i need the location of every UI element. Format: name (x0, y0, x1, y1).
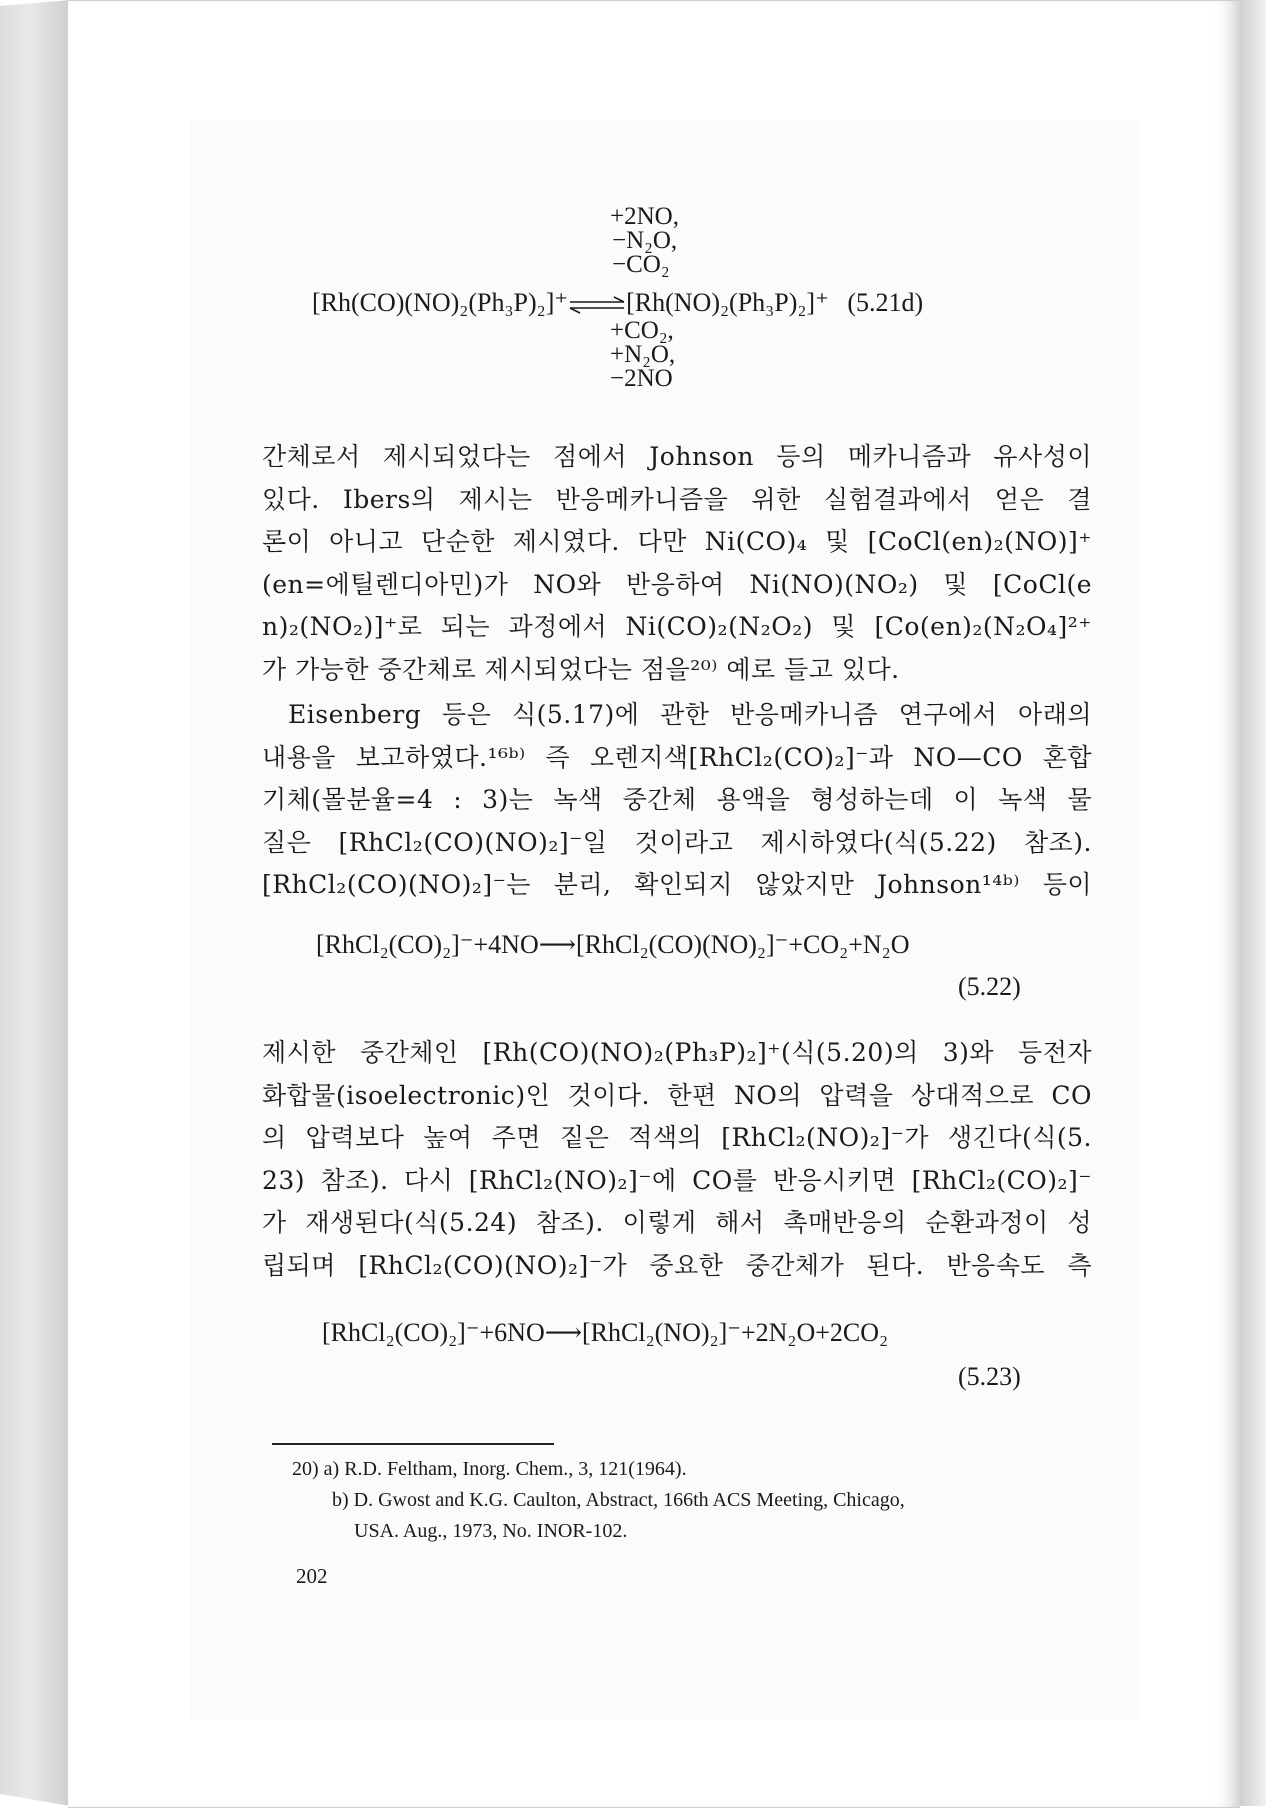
footnote-rule (272, 1443, 554, 1445)
page-number: 202 (296, 1564, 328, 1588)
scheme-above-line: +2NO, (610, 203, 679, 230)
text-line: [RhCl₂(CO)(NO)₂]⁻는 분리, 확인되지 않았지만 Johnson¹⁴ᵇ⁾ 등이 (262, 870, 1092, 899)
paragraph (262, 436, 1092, 691)
equation-number: (5.22) (958, 972, 1021, 1001)
text-line: 가 가능한 중간체로 제시되었다는 점을²⁰⁾ 예로 들고 있다. (262, 654, 900, 684)
text-line: 의 압력보다 높여 주면 짙은 적색의 [RhCl₂(NO)₂]⁻가 생긴다(식(5. (262, 1123, 1092, 1152)
text-line: 질은 [RhCl₂(CO)(NO)₂]⁻일 것이라고 제시하였다(식(5.22) 참조). (262, 827, 1092, 857)
footnote: USA. Aug., 1973, No. INOR-102. (354, 1520, 628, 1542)
equilibrium-arrow-icon (568, 295, 626, 315)
footnote: 20) a) R.D. Feltham, Inorg. Chem., 3, 121(1964). (292, 1458, 687, 1480)
reaction-scheme (250, 204, 1150, 404)
text-line: 화합물(isoelectronic)인 것이다. 한편 NO의 압력을 상대적으로 CO (262, 1080, 1092, 1110)
paragraph (262, 694, 1092, 907)
scheme-reactant: [Rh(CO)(NO)₂(Ph₃P)₂]⁺ (312, 288, 569, 317)
text-line: 가 재생된다(식(5.24) 참조). 이렇게 해서 촉매반응의 순환과정이 성 (262, 1208, 1092, 1237)
text-line: n)₂(NO₂)]⁺로 되는 과정에서 Ni(CO)₂(N₂O₂) 및 [Co(en)₂(N₂O₄]²⁺ (262, 612, 1092, 641)
scheme-above-line: −CO₂ (612, 251, 670, 278)
scheme-below-arrow (610, 318, 810, 390)
scheme-main-line (312, 290, 1212, 315)
text-line: (en=에틸렌디아민)가 NO와 반응하여 Ni(NO)(NO₂) 및 [CoCl(e (262, 569, 1092, 599)
text-line: 론이 아니고 단순한 제시였다. 다만 Ni(CO)₄ 및 [CoCl(en)₂(NO)]⁺ (262, 527, 1092, 556)
text-line: 기체(몰분율=4 : 3)는 녹색 중간체 용액을 형성하는데 이 녹색 물 (262, 785, 1092, 814)
text-line: 내용을 보고하였다.¹⁶ᵇ⁾ 즉 오렌지색[RhCl₂(CO)₂]⁻과 NO—CO 혼합 (262, 742, 1092, 772)
scheme-number: (5.21d) (847, 288, 924, 317)
text-line: 있다. Ibers의 제시는 반응메카니즘을 위한 실험결과에서 얻은 결 (262, 484, 1092, 514)
scheme-below-line: +N₂O, (610, 341, 676, 368)
text-line: 23) 참조). 다시 [RhCl₂(NO)₂]⁻에 CO를 반응시키면 [RhCl₂(CO)₂]⁻ (262, 1165, 1092, 1195)
scheme-above-line: −N₂O, (612, 227, 678, 254)
equation-number: (5.23) (958, 1362, 1021, 1391)
scheme-below-line: +CO₂, (610, 317, 674, 344)
text-line: Eisenberg 등은 식(5.17)에 관한 반응메카니즘 연구에서 아래의 (288, 700, 1092, 729)
page-edge (1240, 0, 1266, 1806)
text-line: 제시한 중간체인 [Rh(CO)(NO)₂(Ph₃P)₂]⁺(식(5.20)의 3)와 등전자 (262, 1038, 1092, 1067)
footnote: b) D. Gwost and K.G. Caulton, Abstract, 166th ACS Meeting, Chicago, (332, 1489, 905, 1511)
book-spine (0, 0, 70, 1806)
scheme-below-line: −2NO (610, 365, 673, 392)
scheme-product: [Rh(NO)₂(Ph₃P)₂]⁺ (626, 288, 829, 317)
scheme-above-arrow (610, 204, 810, 276)
text-line: 간체로서 제시되었다는 점에서 Johnson 등의 메카니즘과 유사성이 (262, 442, 1092, 471)
equation-5-22: [RhCl₂(CO)₂]⁻+4NO⟶[RhCl₂(CO)(NO)₂]⁻+CO₂+N₂O (316, 930, 910, 959)
text-line: 립되며 [RhCl₂(CO)(NO)₂]⁻가 중요한 중간체가 된다. 반응속도 측 (262, 1250, 1092, 1280)
equation-5-23: [RhCl₂(CO)₂]⁻+6NO⟶[RhCl₂(NO)₂]⁻+2N₂O+2CO₂ (322, 1318, 889, 1347)
paragraph (262, 1032, 1092, 1287)
